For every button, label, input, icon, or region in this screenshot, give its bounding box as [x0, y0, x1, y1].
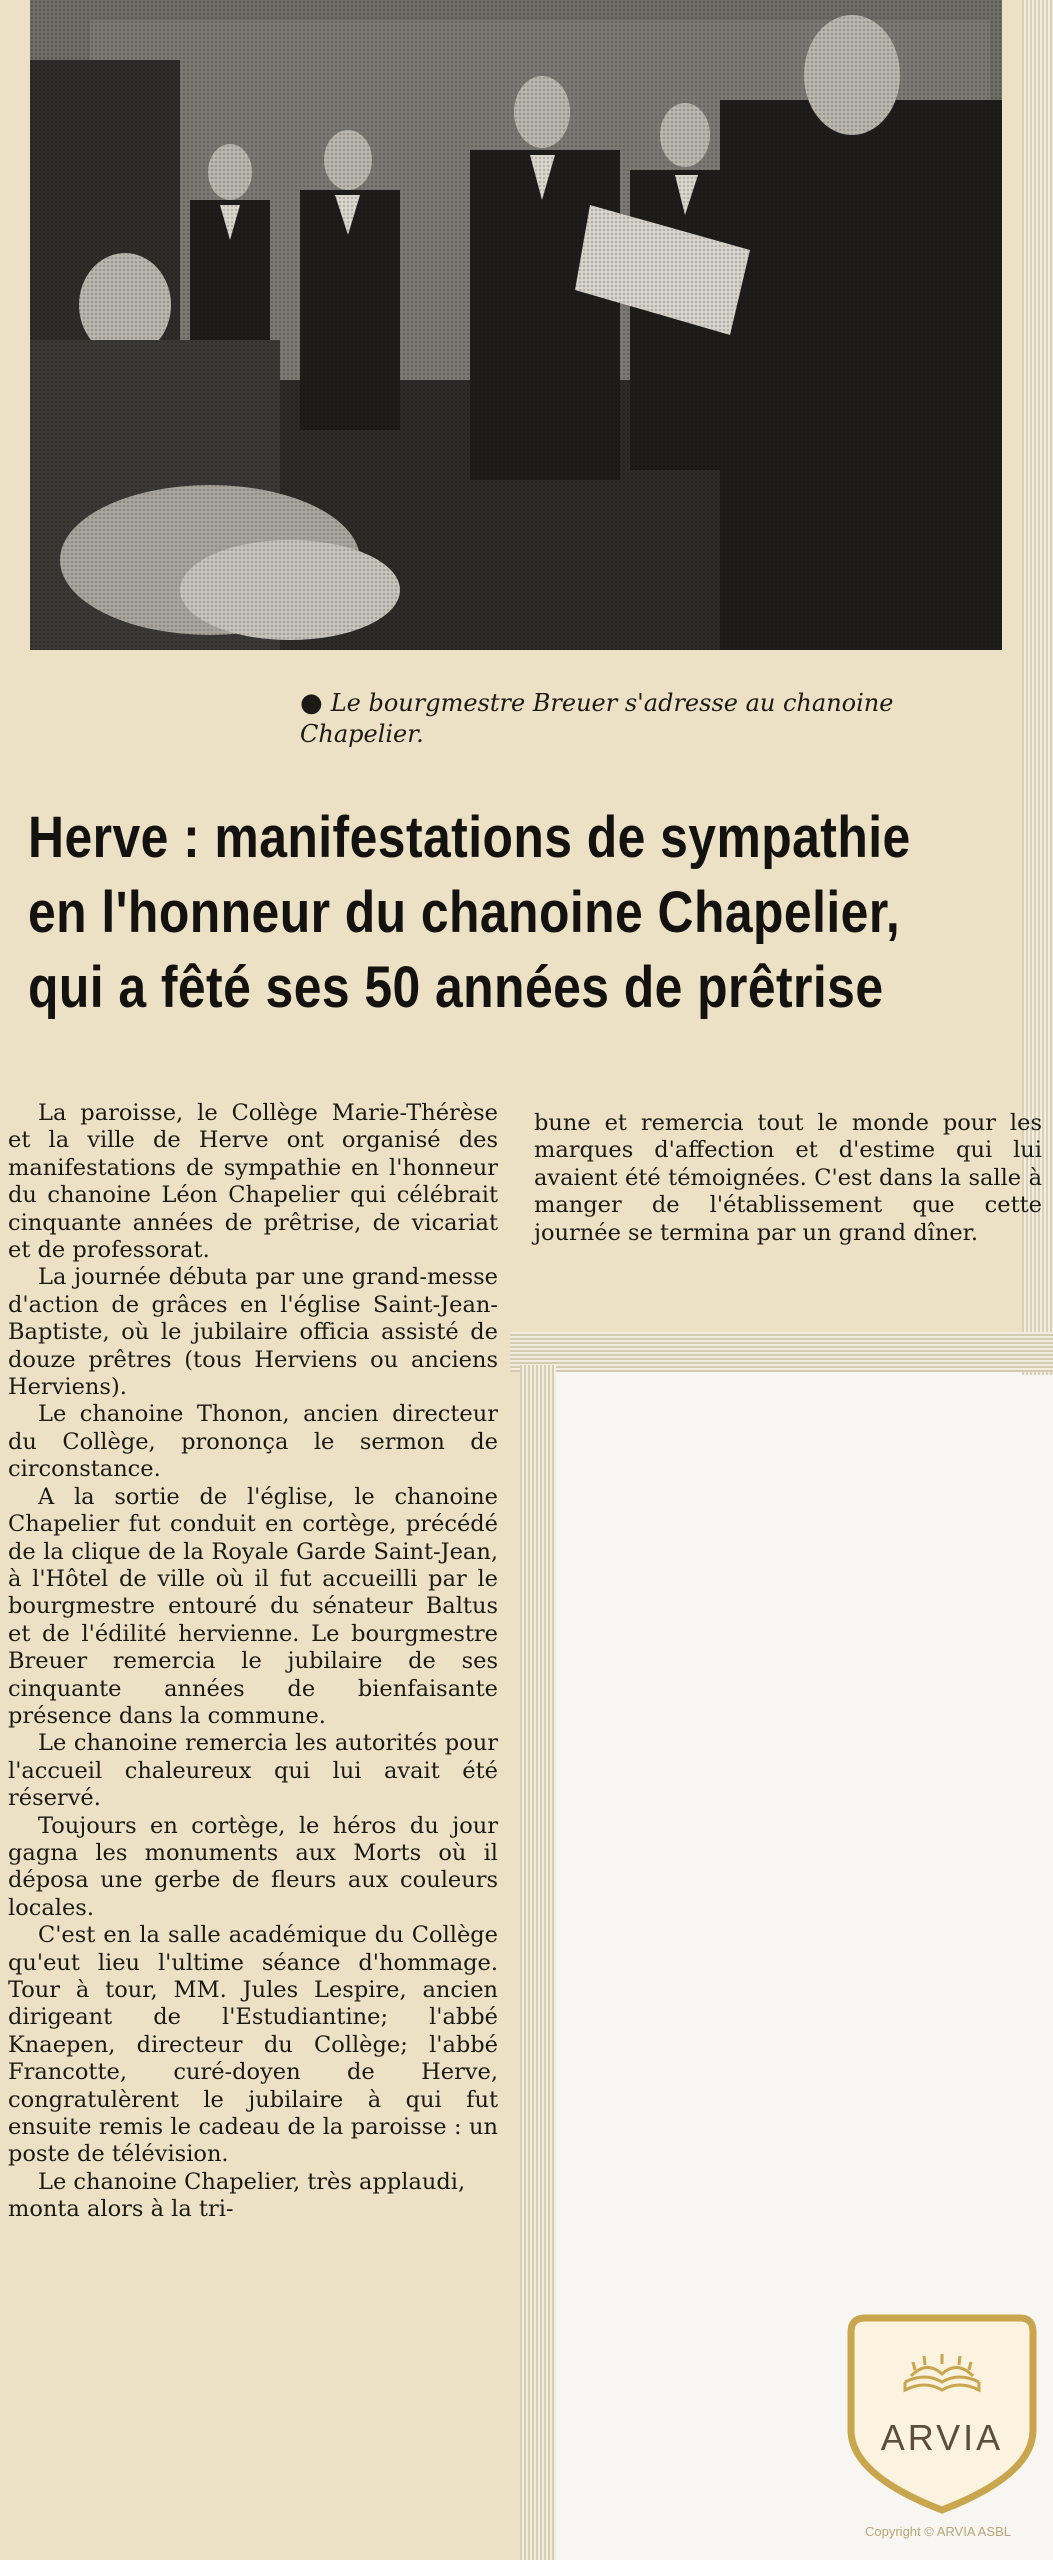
paragraph: La journée débuta par une grand-messe d'action de grâces en l'église Saint-Jean-Baptiste, où le jubilaire officia assisté de douze prêtres (tous Herviens ou anciens Herviens).: [8, 1264, 498, 1401]
copyright-notice: Copyright © ARVIA ASBL: [865, 2524, 1011, 2539]
arvia-logo: [845, 2310, 1040, 2515]
paragraph: Le chanoine remercia les autorités pour l'accueil chaleureux qui lui avait été réservé.: [8, 1730, 498, 1812]
photo-caption: [300, 688, 1020, 750]
fold-edge-lower: [520, 1365, 556, 2560]
headline-line-2: en l'honneur du chanoine Chapelier,: [28, 880, 901, 945]
logo-text: ARVIA: [880, 2417, 1004, 2458]
paragraph: Toujours en cortège, le héros du jour gagna les monuments aux Morts où il déposa une gerbe de fleurs aux couleurs locales.: [8, 1812, 498, 1921]
article-headline: [28, 800, 911, 1025]
article-right-column: [534, 1110, 1042, 1247]
paragraph: C'est en la salle académique du Collège qu'eut lieu l'ultime séance d'hommage. Tour à tour, MM. Jules Lespire, ancien dirigeant de l'Estudiantine; l'abbé Knaepen, directeur du Collège; l'abbé Francotte, curé-doyen de Herve, congratulèrent le jubilaire à qui fut ensuite remis le cadeau de la paroisse : un poste de télévision.: [8, 1922, 498, 2168]
paragraph: A la sortie de l'église, le chanoine Chapelier fut conduit en cortège, précédé de la clique de la Royale Garde Saint-Jean, à l'Hôtel de ville où il fut accueilli par le bourgmestre entouré du sénateur Baltus et de l'édilité hervienne. Le bourgmestre Breuer remercia le jubilaire de ses cinquante années de bienfaisante présence dans la commune.: [8, 1483, 498, 1729]
paragraph: La paroisse, le Collège Marie-Thérèse et la ville de Herve ont organisé des manifestations de sympathie en l'honneur du chanoine Léon Chapelier qui célébrait cinquante années de prêtrise, de vicariat et de professorat.: [8, 1100, 498, 1264]
headline-line-3: qui a fêté ses 50 années de prêtrise: [28, 955, 884, 1020]
caption-line-1: Le bourgmestre Breuer s'adresse au chanoine: [330, 689, 894, 717]
headline-line-1: Herve : manifestations de sympathie: [28, 805, 911, 870]
article-photo: [30, 0, 1002, 650]
paragraph: Le chanoine Thonon, ancien directeur du Collège, prononça le sermon de circonstance.: [8, 1401, 498, 1483]
article-left-column: [8, 1100, 498, 2224]
bullet-icon: ●: [300, 688, 323, 718]
caption-line-2: Chapelier.: [300, 720, 424, 748]
fold-edge-bottom: [510, 1332, 1053, 1372]
paragraph: Le chanoine Chapelier, très applaudi, monta alors à la tri-: [8, 2168, 466, 2223]
paragraph: bune et remercia tout le monde pour les marques d'affection et d'estime qui lui avaient été témoignées. C'est dans la salle à manger de l'établissement que cette journée se termina par un grand dîner.: [534, 1110, 1042, 1246]
